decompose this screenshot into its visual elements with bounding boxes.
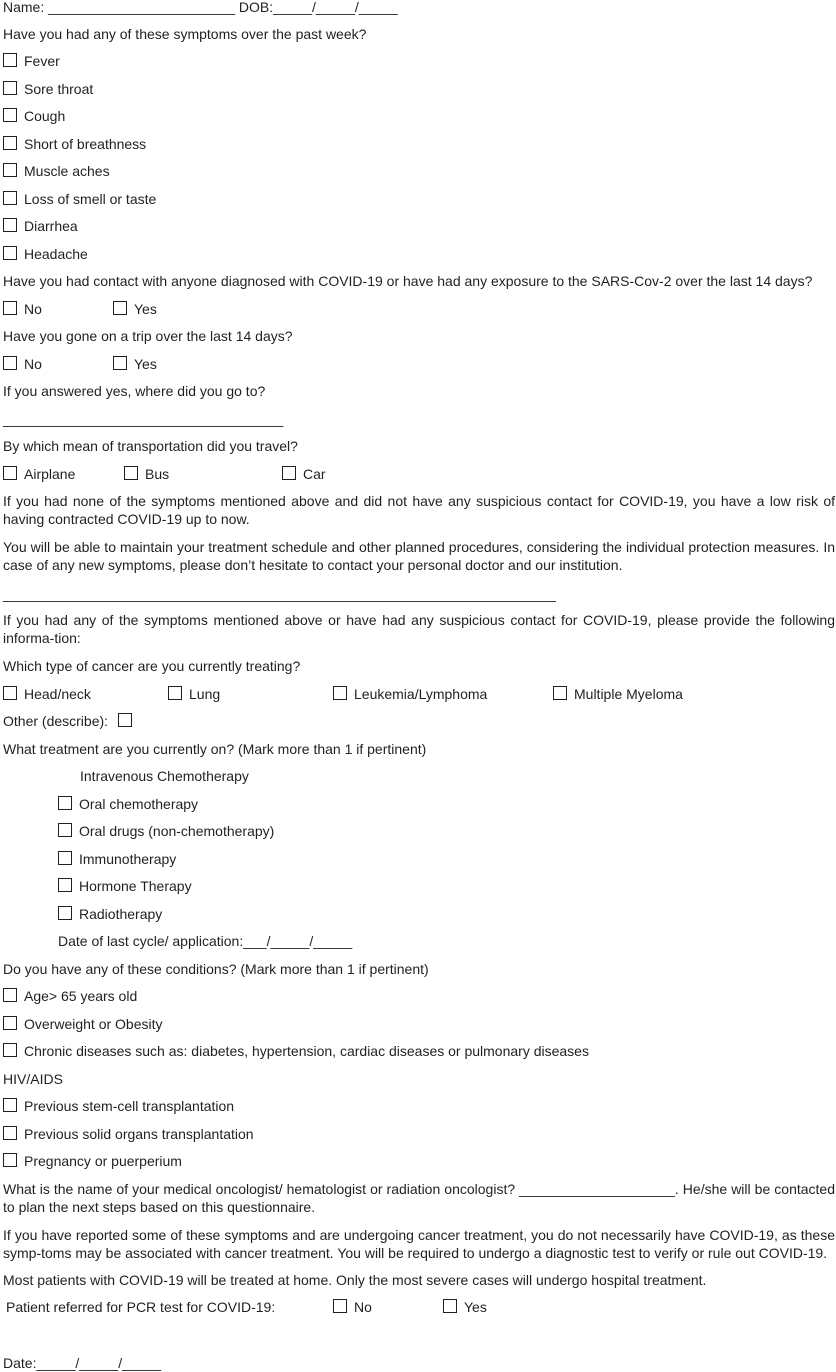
- condition-pregnancy-option[interactable]: Pregnancy or puerperium: [3, 1152, 182, 1170]
- checkbox[interactable]: [3, 163, 17, 177]
- checkbox[interactable]: [443, 1299, 457, 1313]
- reported-symptoms-paragraph: If you have reported some of these symptoms and are undergoing cancer treatment, you do not necessarily have COVID-19, as these symp-toms may be associated with cancer treatment. You will be required to undergo a diagnostic test to verify or rule out COVID-19.: [3, 1227, 835, 1261]
- checkbox[interactable]: [58, 906, 72, 920]
- checkbox[interactable]: [58, 878, 72, 892]
- name-dob-line[interactable]: Name: ________________________ DOB:_____/_____/_____: [3, 0, 398, 15]
- cancer-leukemia-option[interactable]: Leukemia/Lymphoma: [333, 685, 487, 703]
- pcr-no-option[interactable]: No: [333, 1298, 372, 1316]
- condition-age-option[interactable]: Age> 65 years old: [3, 987, 137, 1005]
- checkbox[interactable]: [3, 988, 17, 1002]
- checkbox[interactable]: [553, 686, 567, 700]
- checkbox[interactable]: [333, 1299, 347, 1313]
- checkbox[interactable]: [3, 218, 17, 232]
- trip-destination-blank[interactable]: ____________________________________: [3, 411, 284, 427]
- trip-followup: If you answered yes, where did you go to?: [3, 383, 266, 399]
- home-treatment-note: Most patients with COVID-19 will be treated at home. Only the most severe cases will undergo hospital treatment.: [3, 1272, 707, 1288]
- condition-chronic-option[interactable]: Chronic diseases such as: diabetes, hypertension, cardiac diseases or pulmonary diseases: [3, 1042, 589, 1060]
- checkbox[interactable]: [118, 713, 132, 727]
- checkbox[interactable]: [3, 81, 17, 95]
- symptom-option-sore-throat[interactable]: Sore throat: [3, 80, 93, 98]
- checkbox[interactable]: [3, 1043, 17, 1057]
- cancer-type-question: Which type of cancer are you currently treating?: [3, 658, 301, 674]
- symptom-option-muscle-aches[interactable]: Muscle aches: [3, 162, 110, 180]
- oncologist-paragraph[interactable]: What is the name of your medical oncologist/ hematologist or radiation oncologist? ____________________. He/she will be contacted to plan the next steps based on this questionnaire.: [3, 1181, 835, 1215]
- trip-question: Have you gone on a trip over the last 14 days?: [3, 328, 293, 344]
- contact-yes-option[interactable]: Yes: [113, 300, 157, 318]
- treatment-immunotherapy-option[interactable]: Immunotherapy: [58, 850, 176, 868]
- contact-question: Have you had contact with anyone diagnosed with COVID-19 or have had any exposure to the SARS-Cov-2 over the last 14 days?: [3, 273, 813, 289]
- conditions-question: Do you have any of these conditions? (Mark more than 1 if pertinent): [3, 961, 429, 977]
- checkbox[interactable]: [3, 466, 17, 480]
- symptom-option-loss-of-smell[interactable]: Loss of smell or taste: [3, 190, 156, 208]
- trip-yes-option[interactable]: Yes: [113, 355, 157, 373]
- symptom-option-short-of-breath[interactable]: Short of breathness: [3, 135, 146, 153]
- treatment-hormone-option[interactable]: Hormone Therapy: [58, 877, 192, 895]
- cancer-myeloma-option[interactable]: Multiple Myeloma: [553, 685, 683, 703]
- checkbox[interactable]: [58, 796, 72, 810]
- symptom-option-diarrhea[interactable]: Diarrhea: [3, 217, 78, 235]
- maintain-schedule-paragraph: You will be able to maintain your treatment schedule and other planned procedures, considering the individual protection measures. In case of any new symptoms, please don’t hesitate to contact your personal doctor and our institution.: [3, 539, 835, 573]
- checkbox[interactable]: [3, 108, 17, 122]
- checkbox[interactable]: [3, 1153, 17, 1167]
- cancer-head-neck-option[interactable]: Head/neck: [3, 685, 91, 703]
- condition-obesity-option[interactable]: Overweight or Obesity: [3, 1015, 163, 1033]
- checkbox[interactable]: [3, 1126, 17, 1140]
- cancer-lung-option[interactable]: Lung: [168, 685, 220, 703]
- checkbox[interactable]: [168, 686, 182, 700]
- checkbox[interactable]: [113, 301, 127, 315]
- checkbox[interactable]: [3, 136, 17, 150]
- pcr-yes-option[interactable]: Yes: [443, 1298, 487, 1316]
- condition-hiv-label: HIV/AIDS: [3, 1071, 63, 1087]
- condition-solid-organ-option[interactable]: Previous solid organs transplantation: [3, 1125, 254, 1143]
- transport-bus-option[interactable]: Bus: [124, 465, 169, 483]
- checkbox[interactable]: [3, 1016, 17, 1030]
- section-divider: _______________________________________________________________________: [3, 586, 556, 602]
- checkbox[interactable]: [3, 246, 17, 260]
- treatment-oral-chemo-option[interactable]: Oral chemotherapy: [58, 795, 198, 813]
- checkbox[interactable]: [58, 823, 72, 837]
- last-cycle-date-line[interactable]: Date of last cycle/ application:___/_____/_____: [58, 933, 353, 949]
- treatment-oral-drugs-option[interactable]: Oral drugs (non-chemotherapy): [58, 822, 274, 840]
- checkbox[interactable]: [3, 686, 17, 700]
- checkbox[interactable]: [113, 356, 127, 370]
- symptoms-question: Have you had any of these symptoms over the past week?: [3, 26, 367, 42]
- provide-info-paragraph: If you had any of the symptoms mentioned above or have had any suspicious contact for COVID-19, please provide the following informa-tion:: [3, 612, 835, 646]
- transport-airplane-option[interactable]: Airplane: [3, 465, 75, 483]
- checkbox[interactable]: [3, 356, 17, 370]
- contact-no-option[interactable]: No: [3, 300, 42, 318]
- symptom-option-headache[interactable]: Headache: [3, 245, 88, 263]
- checkbox[interactable]: [124, 466, 138, 480]
- checkbox[interactable]: [3, 1098, 17, 1112]
- checkbox[interactable]: [333, 686, 347, 700]
- checkbox[interactable]: [3, 301, 17, 315]
- condition-stem-cell-option[interactable]: Previous stem-cell transplantation: [3, 1097, 234, 1115]
- checkbox[interactable]: [3, 191, 17, 205]
- symptom-option-fever[interactable]: Fever: [3, 52, 60, 70]
- checkbox[interactable]: [3, 53, 17, 67]
- cancer-other-option[interactable]: Other (describe):: [3, 712, 139, 730]
- treatment-iv-chemo: Intravenous Chemotherapy: [80, 768, 249, 784]
- checkbox[interactable]: [282, 466, 296, 480]
- symptom-option-cough[interactable]: Cough: [3, 107, 65, 125]
- trip-no-option[interactable]: No: [3, 355, 42, 373]
- low-risk-paragraph: If you had none of the symptoms mentioned above and did not have any suspicious contact for COVID-19, you have a low risk of having contracted COVID-19 up to now.: [3, 493, 835, 527]
- checkbox[interactable]: [58, 851, 72, 865]
- transport-question: By which mean of transportation did you travel?: [3, 438, 298, 454]
- date-line[interactable]: Date:_____/_____/_____: [3, 1355, 162, 1371]
- pcr-referral-label: Patient referred for PCR test for COVID-19:: [6, 1299, 276, 1315]
- treatment-question: What treatment are you currently on? (Mark more than 1 if pertinent): [3, 741, 427, 757]
- transport-car-option[interactable]: Car: [282, 465, 326, 483]
- treatment-radiotherapy-option[interactable]: Radiotherapy: [58, 905, 162, 923]
